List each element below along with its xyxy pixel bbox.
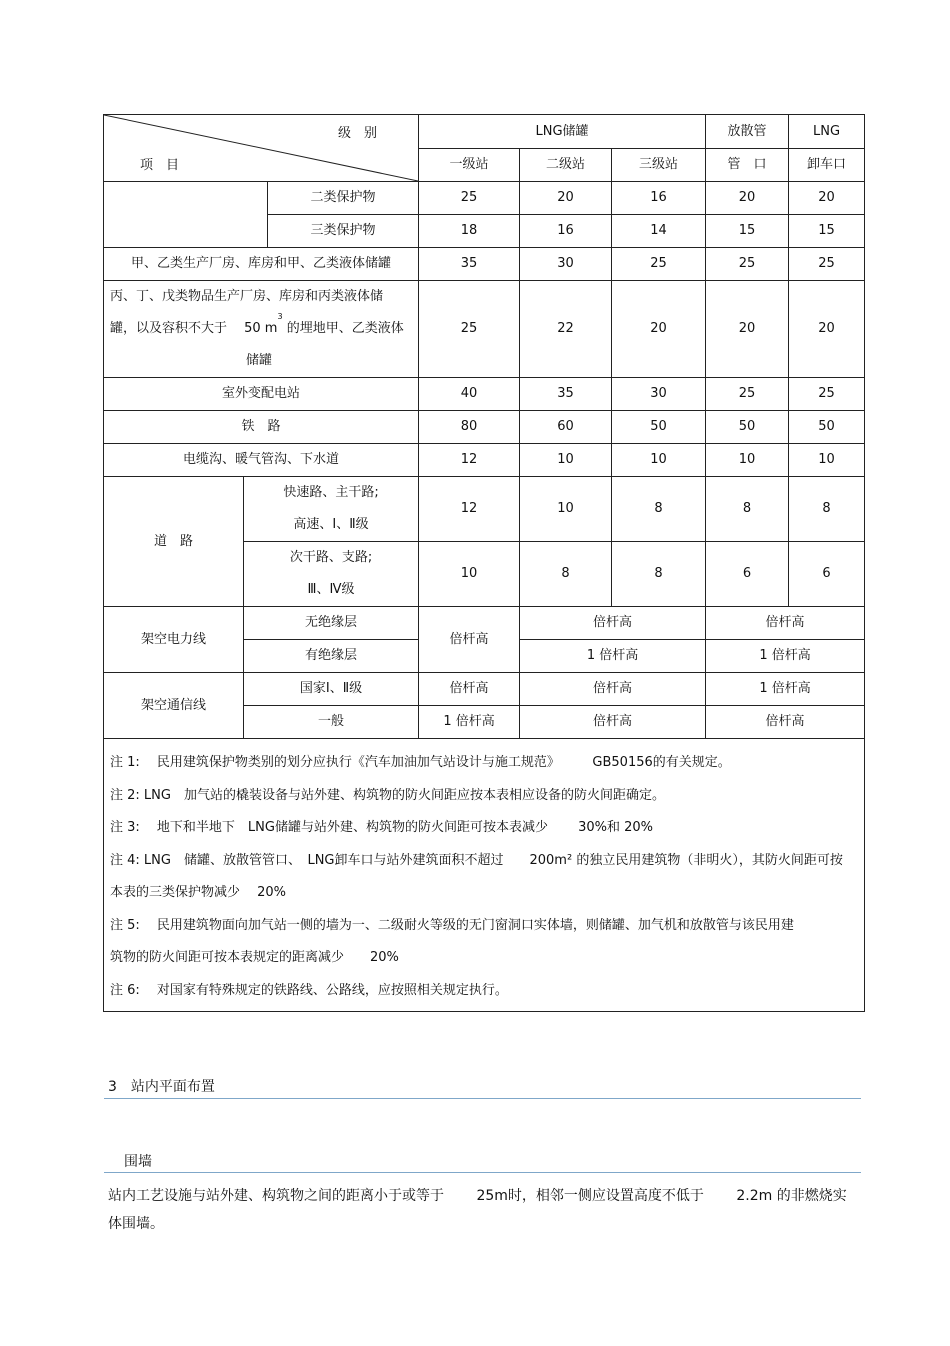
cell-value: 30 (520, 248, 612, 281)
cell-value: 10 (612, 444, 706, 477)
comm-line-label: 架空通信线 (104, 673, 244, 739)
section-divider (104, 1098, 861, 1099)
table-row (104, 248, 865, 281)
cell-value: 80 (419, 411, 520, 444)
note-line: 注 2: LNG 加气站的橇装设备与站外建、构筑物的防火间距应按本表相应设备的防火间距确定。 (110, 787, 665, 803)
empty-merged-cell (104, 182, 268, 248)
cell-value: 16 (520, 215, 612, 248)
row-label: 甲、乙类生产厂房、库房和甲、乙类液体储罐 (104, 248, 419, 281)
cell-value: 50 (706, 411, 789, 444)
row-label: 三类保护物 (268, 215, 419, 248)
table-row (104, 477, 865, 542)
cell-value: 25 (706, 378, 789, 411)
note-line: 注 3: 地下和半地下 LNG储罐与站外建、构筑物的防火间距可按本表减少 30%和 20% (110, 820, 654, 835)
header-item-label: 项 目 (140, 158, 180, 173)
comm-line-sub2: 一般 (244, 706, 419, 739)
road-sub-line: 快速路、主干路; (283, 485, 379, 500)
header-unload-line2: 卸车口 (789, 149, 865, 182)
cell-value: 8 (520, 542, 612, 607)
cell-value: 15 (706, 215, 789, 248)
note-line: 注 4: LNG 储罐、放散管管口、 LNG卸车口与站外建筑面积不超过 200m² 的独立民用建筑物（非明火），其防火间距可按 (110, 852, 843, 868)
cell-value: 8 (706, 477, 789, 542)
cell-value: 50 (789, 411, 865, 444)
cell-value: 10 (419, 542, 520, 607)
note-line: 注 6: 对国家有特殊规定的铁路线、公路线，应按照相关规定执行。 (110, 982, 508, 998)
row-label-multiline (104, 281, 419, 378)
cell-value: 倍杆高 (419, 673, 520, 706)
row-label: 二类保护物 (268, 182, 419, 215)
cell-value: 12 (419, 477, 520, 542)
cell-value: 35 (520, 378, 612, 411)
cell-value: 10 (789, 444, 865, 477)
cell-value: 25 (612, 248, 706, 281)
table-row (104, 182, 865, 215)
header-level3: 三级站 (612, 149, 706, 182)
cell-value: 倍杆高 (520, 607, 706, 640)
cell-value: 14 (612, 215, 706, 248)
comm-line-sub1: 国家Ⅰ、Ⅱ级 (244, 673, 419, 706)
power-line-sub1: 无绝缘层 (244, 607, 419, 640)
notes-row (104, 739, 865, 1012)
cell-value: 20 (706, 182, 789, 215)
power-line-label: 架空电力线 (104, 607, 244, 673)
table-row (104, 281, 865, 378)
cell-value: 40 (419, 378, 520, 411)
cell-value: 1 倍杆高 (706, 673, 865, 706)
header-vent-line1: 放散管 (706, 115, 789, 149)
header-unload-line1: LNG (789, 115, 865, 149)
note-line: 注 1: 民用建筑保护物类别的划分应执行《汽车加油加气站设计与施工规范》 GB50156的有关规定。 (110, 755, 731, 770)
header-lng-tank: LNG储罐 (419, 115, 706, 149)
cell-value: 12 (419, 444, 520, 477)
cell-value: 30 (612, 378, 706, 411)
cell-value: 15 (789, 215, 865, 248)
note-line: 注 5: 民用建筑物面向加气站一侧的墙为一、二级耐火等级的无门窗洞口实体墙，则储罐、加气机和放散管与该民用建 (110, 917, 794, 933)
sub-divider (104, 1172, 861, 1173)
table-row (104, 411, 865, 444)
cell-value: 倍杆高 (520, 673, 706, 706)
note-line: 筑物的防火间距可按本表规定的距离减少 20% (110, 950, 399, 965)
table-row (104, 378, 865, 411)
notes-cell (104, 739, 865, 1012)
road-label: 道 路 (104, 477, 244, 607)
row-label-line: 储罐 (246, 353, 273, 368)
section-heading: 3 站内平面布置 (108, 1079, 215, 1095)
row-label-line: 的埋地甲、乙类液体 (282, 321, 404, 336)
cell-value: 8 (789, 477, 865, 542)
road-sub1-label (244, 477, 419, 542)
cell-value: 8 (612, 542, 706, 607)
cell-value: 25 (789, 248, 865, 281)
cell-value: 22 (520, 281, 612, 378)
diagonal-header-cell (104, 115, 419, 182)
cell-value: 倍杆高 (706, 607, 865, 640)
row-label: 铁 路 (104, 411, 419, 444)
cell-value: 20 (706, 281, 789, 378)
row-label-line: 罐，以及容积不大于 50 m (110, 321, 278, 336)
row-label: 室外变配电站 (104, 378, 419, 411)
header-level1: 一级站 (419, 149, 520, 182)
cell-value: 1 倍杆高 (706, 640, 865, 673)
cell-value: 20 (520, 182, 612, 215)
cell-value: 35 (419, 248, 520, 281)
road-sub-line: 高速、Ⅰ、Ⅱ级 (293, 517, 369, 532)
row-label: 电缆沟、暖气管沟、下水道 (104, 444, 419, 477)
cell-value: 10 (706, 444, 789, 477)
road-sub-line: Ⅲ、Ⅳ级 (307, 582, 355, 597)
header-level-label: 级 别 (338, 126, 378, 141)
cell-value: 20 (789, 281, 865, 378)
road-sub2-label (244, 542, 419, 607)
cell-value: 60 (520, 411, 612, 444)
cell-value: 20 (612, 281, 706, 378)
power-line-sub2: 有绝缘层 (244, 640, 419, 673)
cell-value: 25 (789, 378, 865, 411)
cell-value: 1 倍杆高 (520, 640, 706, 673)
fire-distance-table (103, 114, 865, 1012)
cell-value: 倍杆高 (419, 607, 520, 673)
cell-value: 10 (520, 477, 612, 542)
cell-value: 1 倍杆高 (419, 706, 520, 739)
cell-value: 倍杆高 (520, 706, 706, 739)
cell-value: 16 (612, 182, 706, 215)
cell-value: 20 (789, 182, 865, 215)
table-row (104, 673, 865, 706)
cell-value: 8 (612, 477, 706, 542)
cell-value: 6 (789, 542, 865, 607)
cell-value: 25 (419, 281, 520, 378)
cell-value: 6 (706, 542, 789, 607)
road-sub-line: 次干路、支路; (289, 550, 373, 565)
cell-value: 25 (706, 248, 789, 281)
row-label-line: 丙、丁、戊类物品生产厂房、库房和丙类液体储 (110, 289, 384, 304)
body-paragraph: 站内工艺设施与站外建、构筑物之间的距离小于或等于 25m时，相邻一侧应设置高度不低于 2.2m 的非燃烧实体围墙。 (108, 1188, 847, 1232)
cell-value: 50 (612, 411, 706, 444)
header-level2: 二级站 (520, 149, 612, 182)
cell-value: 25 (419, 182, 520, 215)
sub-heading: 围墙 (124, 1154, 152, 1170)
cell-value: 10 (520, 444, 612, 477)
cell-value: 18 (419, 215, 520, 248)
note-line: 本表的三类保护物减少 20% (110, 885, 287, 900)
superscript: 3 (277, 312, 283, 321)
table-row (104, 444, 865, 477)
cell-value: 倍杆高 (706, 706, 865, 739)
header-vent-line2: 管 口 (706, 149, 789, 182)
table-row (104, 607, 865, 640)
